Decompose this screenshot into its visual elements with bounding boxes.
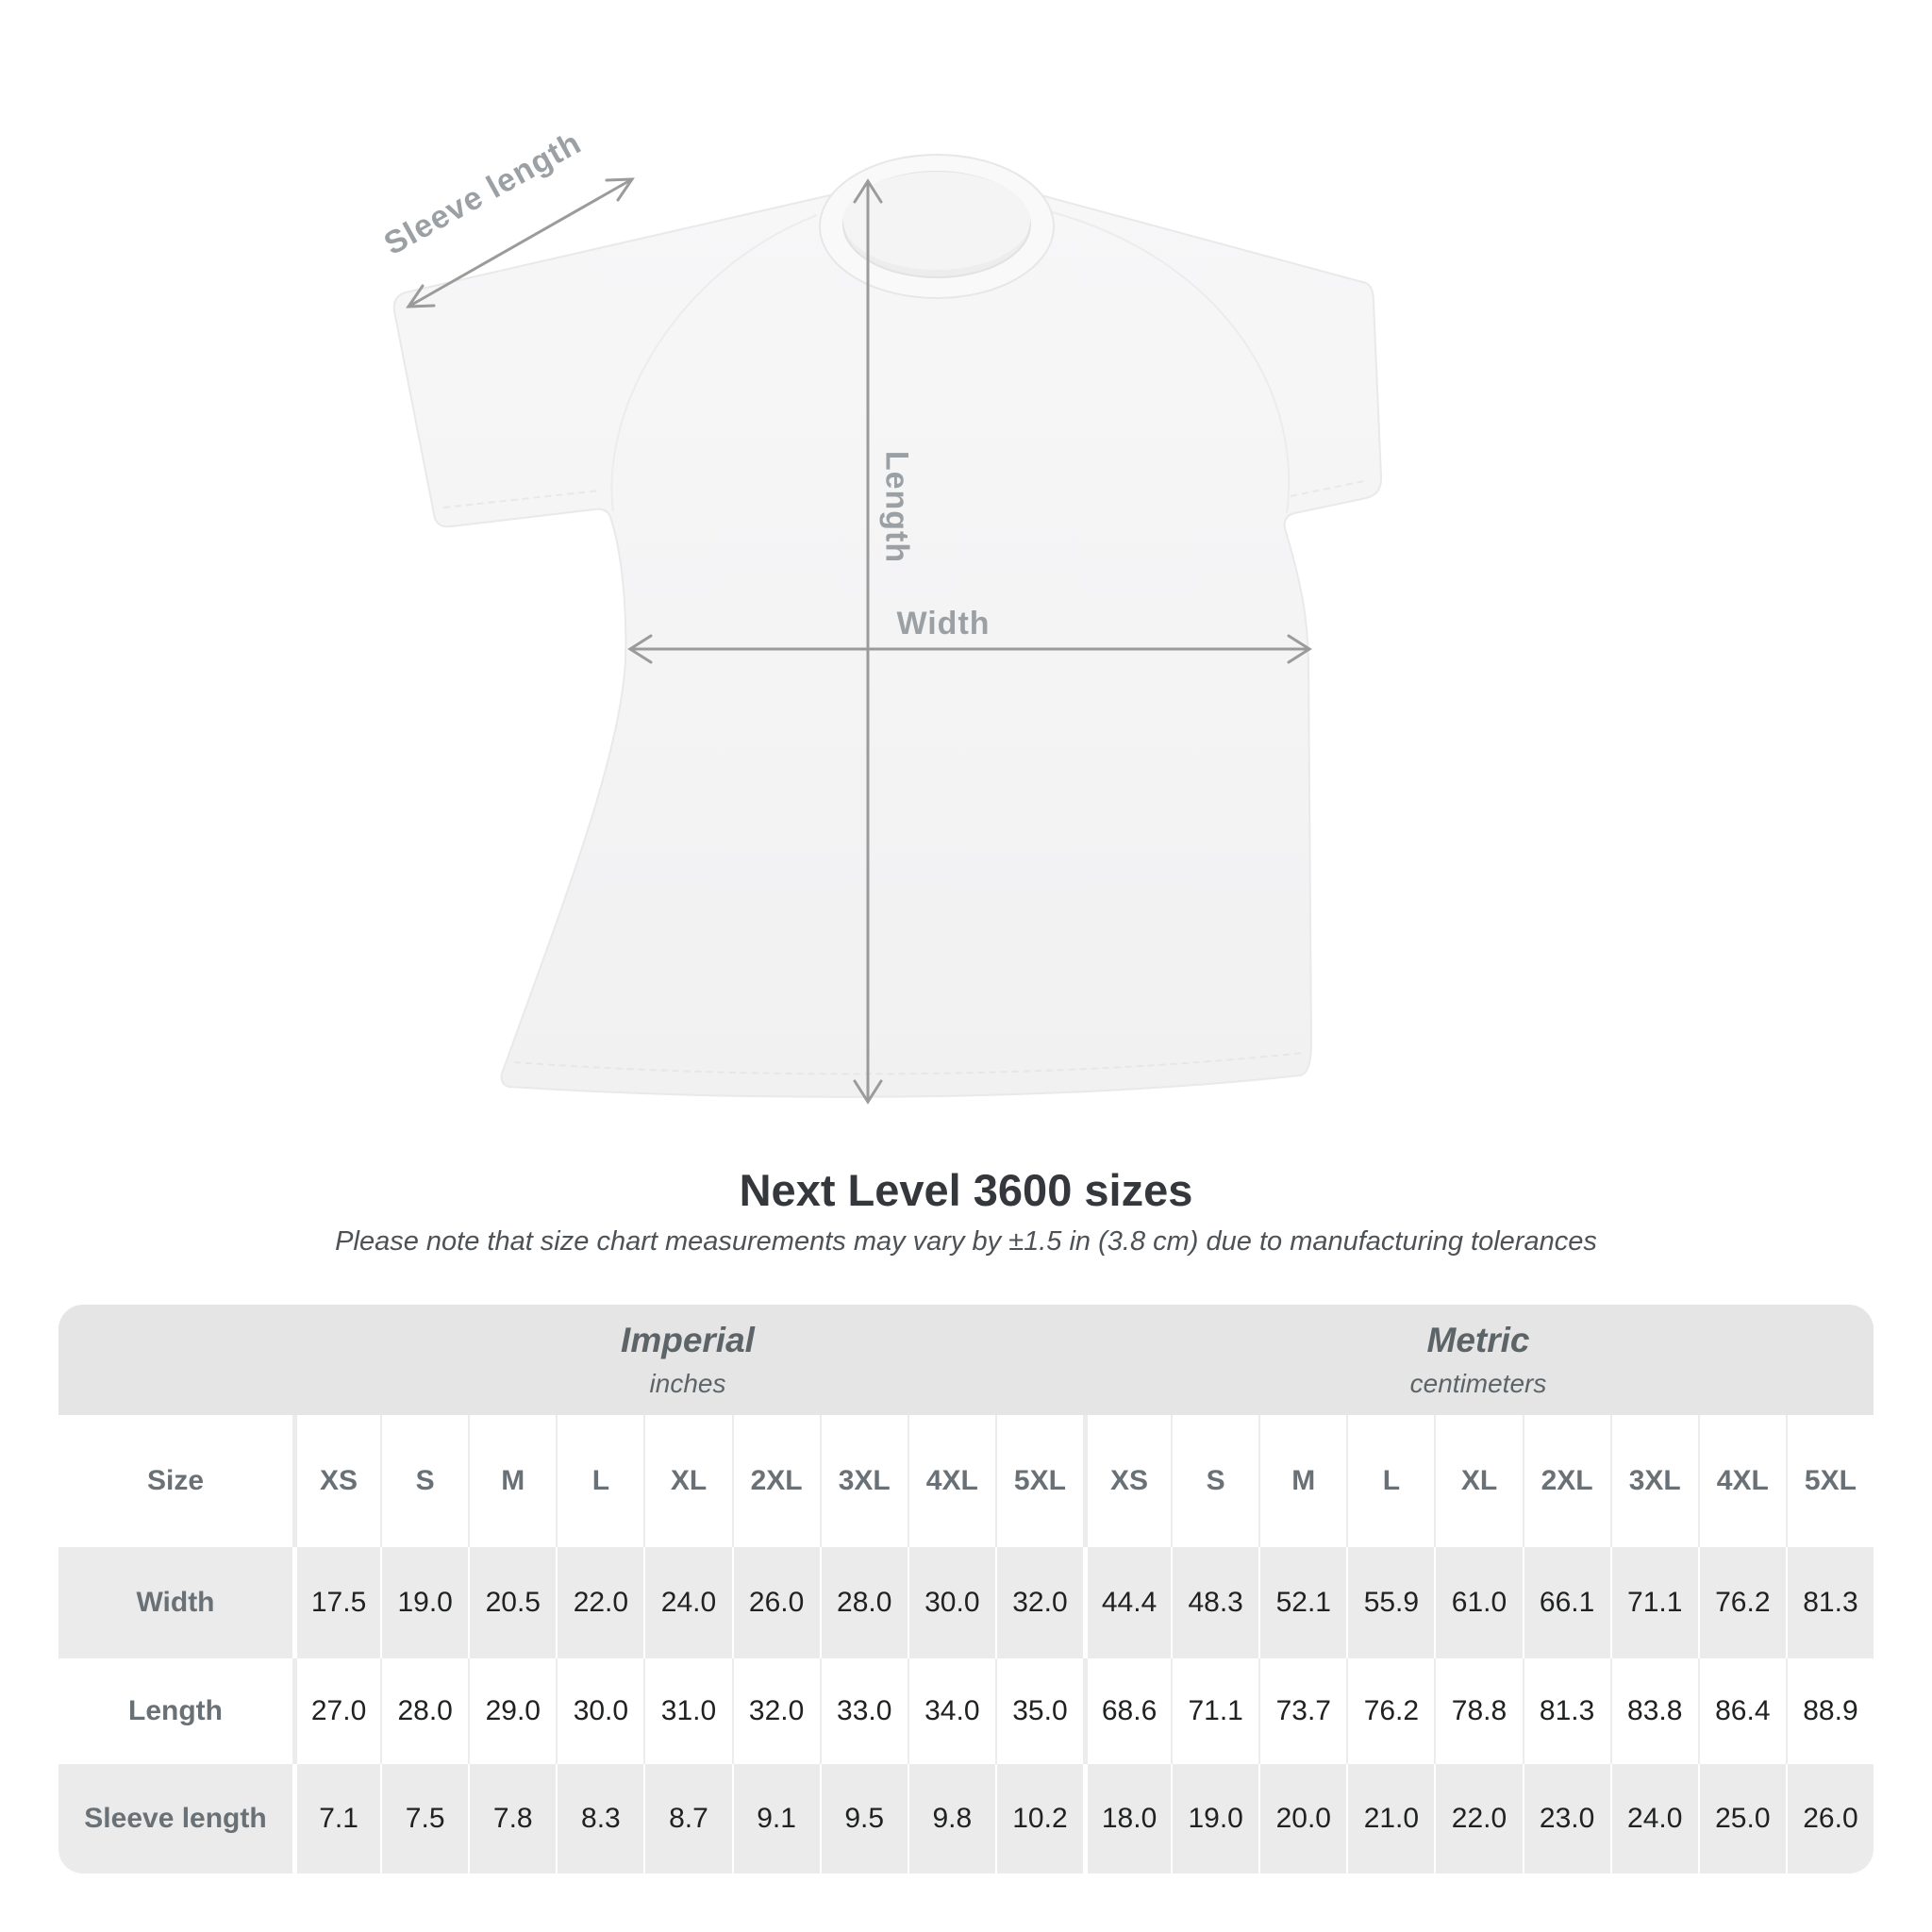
size-col-header: XL — [643, 1415, 731, 1547]
size-col-header: 3XL — [820, 1415, 908, 1547]
value-cell: 35.0 — [995, 1658, 1083, 1764]
value-cell: 20.5 — [468, 1547, 556, 1658]
width-label: Width — [896, 606, 991, 641]
size-col-header: S — [1171, 1415, 1258, 1547]
value-cell: 21.0 — [1346, 1764, 1434, 1874]
value-cell: 76.2 — [1698, 1547, 1786, 1658]
size-col-header: L — [1346, 1415, 1434, 1547]
unit-header-band — [58, 1305, 1874, 1415]
value-cell: 9.5 — [820, 1764, 908, 1874]
value-cell: 61.0 — [1434, 1547, 1522, 1658]
value-cell: 78.8 — [1434, 1658, 1522, 1764]
value-cell: 33.0 — [820, 1658, 908, 1764]
tolerance-note: Please note that size chart measurements may vary by ±1.5 in (3.8 cm) due to manufacturing tolerances — [335, 1226, 1597, 1257]
value-cell: 22.0 — [556, 1547, 643, 1658]
value-cell: 8.7 — [643, 1764, 731, 1874]
value-cell: 44.4 — [1083, 1547, 1171, 1658]
unit-group-metric — [1083, 1305, 1874, 1415]
table-row — [58, 1658, 1874, 1764]
size-header-row — [58, 1415, 1874, 1547]
value-cell: 34.0 — [908, 1658, 995, 1764]
size-col-header: XS — [292, 1415, 380, 1547]
value-cell: 30.0 — [908, 1547, 995, 1658]
table-row — [58, 1764, 1874, 1874]
value-cell: 81.3 — [1523, 1658, 1610, 1764]
size-col-header: M — [468, 1415, 556, 1547]
value-cell: 73.7 — [1258, 1658, 1346, 1764]
value-cell: 19.0 — [380, 1547, 468, 1658]
value-cell: 48.3 — [1171, 1547, 1258, 1658]
value-cell: 52.1 — [1258, 1547, 1346, 1658]
value-cell: 9.1 — [732, 1764, 820, 1874]
size-col-header: 5XL — [995, 1415, 1083, 1547]
value-cell: 26.0 — [732, 1547, 820, 1658]
value-cell: 26.0 — [1786, 1764, 1874, 1874]
value-cell: 31.0 — [643, 1658, 731, 1764]
size-col-header: XS — [1083, 1415, 1171, 1547]
size-col-header: L — [556, 1415, 643, 1547]
value-cell: 10.2 — [995, 1764, 1083, 1874]
value-cell: 29.0 — [468, 1658, 556, 1764]
value-cell: 28.0 — [820, 1547, 908, 1658]
value-cell: 71.1 — [1171, 1658, 1258, 1764]
size-col-header: XL — [1434, 1415, 1522, 1547]
value-cell: 7.5 — [380, 1764, 468, 1874]
row-label: Length — [128, 1695, 223, 1726]
value-cell: 76.2 — [1346, 1658, 1434, 1764]
value-cell: 86.4 — [1698, 1658, 1786, 1764]
value-cell: 30.0 — [556, 1658, 643, 1764]
value-cell: 81.3 — [1786, 1547, 1874, 1658]
value-cell: 17.5 — [292, 1547, 380, 1658]
value-cell: 55.9 — [1346, 1547, 1434, 1658]
page-title: Next Level 3600 sizes — [739, 1165, 1193, 1215]
length-label: Length — [878, 450, 915, 564]
value-cell: 32.0 — [732, 1658, 820, 1764]
value-cell: 22.0 — [1434, 1764, 1522, 1874]
value-cell: 66.1 — [1523, 1547, 1610, 1658]
value-cell: 28.0 — [380, 1658, 468, 1764]
value-cell: 83.8 — [1610, 1658, 1698, 1764]
value-cell: 25.0 — [1698, 1764, 1786, 1874]
unit-group-name: Metric — [1426, 1321, 1530, 1359]
value-cell: 32.0 — [995, 1547, 1083, 1658]
sleeve-length-label: Sleeve length — [377, 125, 588, 262]
size-col-header: 5XL — [1786, 1415, 1874, 1547]
value-cell: 9.8 — [908, 1764, 995, 1874]
collar — [820, 155, 1054, 298]
value-cell: 23.0 — [1523, 1764, 1610, 1874]
size-header-label: Size — [146, 1465, 205, 1496]
value-cell: 88.9 — [1786, 1658, 1874, 1764]
value-cell: 7.8 — [468, 1764, 556, 1874]
size-col-header: 2XL — [732, 1415, 820, 1547]
row-label: Sleeve length — [84, 1803, 267, 1834]
value-cell: 8.3 — [556, 1764, 643, 1874]
size-col-header: 4XL — [908, 1415, 995, 1547]
unit-group-name: Imperial — [621, 1321, 755, 1359]
value-cell: 27.0 — [292, 1658, 380, 1764]
unit-group-unit: centimeters — [1409, 1369, 1547, 1398]
value-cell: 7.1 — [292, 1764, 380, 1874]
size-table-grid — [58, 1415, 1874, 1874]
size-col-header: S — [380, 1415, 468, 1547]
size-col-header: 2XL — [1523, 1415, 1610, 1547]
value-cell: 71.1 — [1610, 1547, 1698, 1658]
size-col-header: M — [1258, 1415, 1346, 1547]
value-cell: 19.0 — [1171, 1764, 1258, 1874]
value-cell: 20.0 — [1258, 1764, 1346, 1874]
value-cell: 68.6 — [1083, 1658, 1171, 1764]
size-table — [58, 1305, 1874, 1874]
table-row — [58, 1547, 1874, 1658]
value-cell: 18.0 — [1083, 1764, 1171, 1874]
row-label: Width — [136, 1587, 215, 1618]
value-cell: 24.0 — [1610, 1764, 1698, 1874]
unit-group-unit: inches — [649, 1369, 726, 1398]
value-cell: 24.0 — [643, 1547, 731, 1658]
size-col-header: 3XL — [1610, 1415, 1698, 1547]
unit-group-imperial — [292, 1305, 1083, 1415]
size-col-header: 4XL — [1698, 1415, 1786, 1547]
